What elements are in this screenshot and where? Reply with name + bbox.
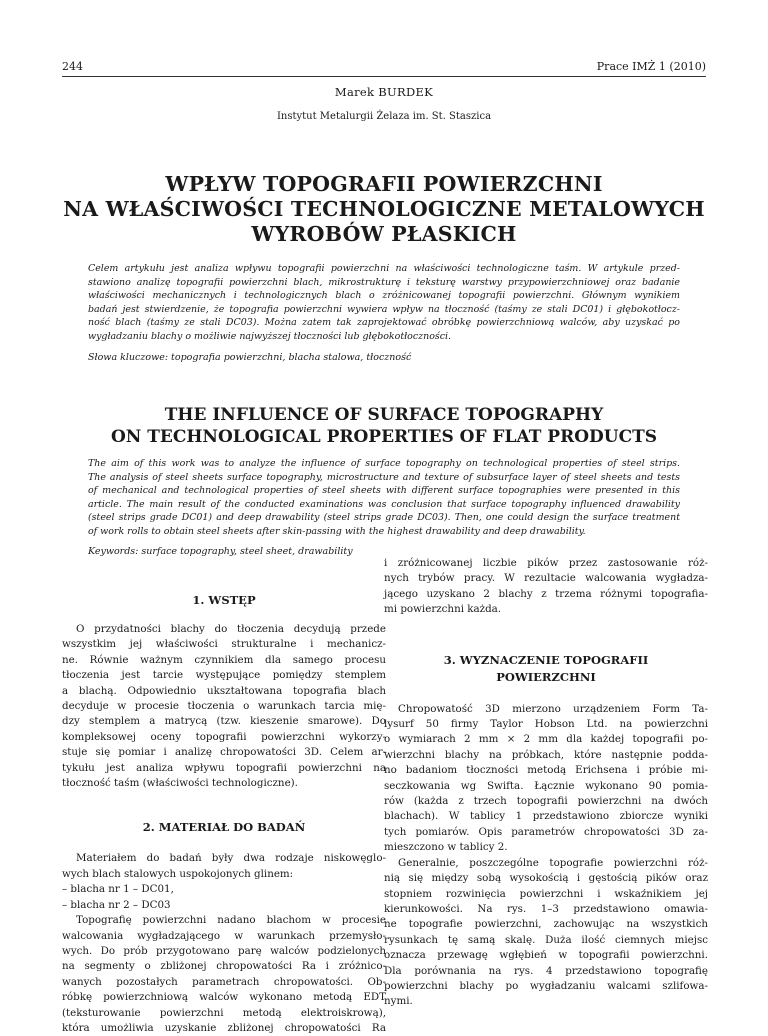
abstract-line: stawiono analizę topografii powierzchni blach, mikrostrukturę i teksturę warstwy przypowierzchniowej oraz badanie [88,276,680,288]
page-number: 244 [62,60,83,73]
body-line: stuje się pomiar i analizę chropowatości 3D. Celem ar- [62,746,386,759]
abstract-line: badań jest stwierdzenie, że topografia powierzchni wywiera wpływ na tłoczność (taśmy ze stali DC01) i głębokotłocz- [88,303,680,315]
body-line: wierzchni blachy na próbkach, które następnie podda- [384,748,708,761]
body-line: tłoczność taśm (właściwości technologiczne). [62,777,298,790]
right-column [384,556,708,1010]
body-line: Dla porównania na rys. 4 przedstawiono topografię [384,964,708,977]
body-line: Chropowatość 3D mierzono urządzeniem Form Ta- [398,702,708,715]
body-line: lysurf 50 firmy Taylor Hobson Ltd. na powierzchni [384,718,708,731]
list-item: – blacha nr 1 – DC01, [62,883,174,896]
list-item: – blacha nr 2 – DC03 [62,898,171,911]
abstract-line: właściwości mechanicznych i technologicznych blach o zróżnicowanej topografii powierzchni. Głównym wynikiem [88,290,680,301]
body-line: nymi. [384,995,413,1008]
section-heading-material: 2. MATERIAŁ DO BADAŃ [142,820,306,835]
body-line: O przydatności blachy do tłoczenia decydują przede [76,623,386,635]
body-line: decyduje w procesie tłoczenia o warunkach tarcia mię- [62,700,386,713]
body-line: no badaniom tłoczności metodą Erichsena i próbie mi- [384,764,708,777]
body-line: róbkę powierzchniową walców wykonano metodą EDT [62,991,386,1004]
body-line: o wymiarach 2 mm × 2 mm dla każdej topografii po- [384,733,708,746]
body-line: wanych pozostałych parametrach chropowatości. Ob- [62,975,386,988]
body-line: nią się między sobą wysokością i gęstością pików oraz [384,872,708,885]
body-line: powierzchni blachy po wygładzaniu walcami szlifowa- [384,979,708,992]
abstract-line: ność blach (taśmy ze stali DC03). Można zatem tak zaprojektować obróbkę powierzchniową walców, aby uzyskać po [88,317,680,328]
abstract-line: of mechanical and technological properties of steel sheets with different surface topographies were presented in this [88,485,680,496]
body-line: walcowania wygładzającego w warunkach przemysło- [62,929,386,942]
author: Marek BURDEK [334,85,434,99]
abstract-line: article. The main result of the conducted examinations was conclusion that surface topography influenced drawability [88,498,680,510]
title-line: WYROBÓW PŁASKICH [251,222,517,246]
body-line: i zróżnicowanej liczbie pików przez zastosowanie róż- [384,557,708,569]
body-line: mieszczono w tablicy 2. [384,841,508,854]
abstract-line: (steel strips grade DC01) and deep drawability (steel strips grade DC03). Then, one could design the surface treatment [88,512,680,523]
section-heading-topography [384,652,708,686]
title-line: WPŁYW TOPOGRAFII POWIERZCHNI [165,172,603,196]
body-line: wszystkim jej właściwości strukturalne i mechanicz- [62,638,386,651]
body-line: dzy stemplem a matrycą (tzw. kieszenie smarowe). Do [62,715,386,728]
section-heading-intro: 1. WSTĘP [192,593,256,607]
keywords-english: Keywords: surface topography, steel sheet, drawability [88,546,353,557]
body-line: tykułu jest analiza wpływu topografii powierzchni na [62,761,386,774]
abstract-line: The analysis of steel sheets surface topography, microstructure and texture of subsurface layer of steel sheets and tests [88,471,680,483]
abstract-polish [88,262,680,343]
body-line: blachach). W tablicy 1 przedstawiono zbiorcze wyniki [384,810,708,823]
heading-line: 3. WYZNACZENIE TOPOGRAFII [443,652,649,667]
title-line: NA WŁAŚCIWOŚCI TECHNOLOGICZNE METALOWYCH [63,197,705,221]
journal-citation: Prace IMŻ 1 (2010) [596,60,706,73]
body-line: ne. Równie ważnym czynnikiem dla samego procesu [62,653,386,666]
body-line: tłoczenia jest tarcie występujące pomiędzy stemplem [62,669,386,682]
body-line: ne topografie powierzchni, zachowując na wszystkich [384,918,708,931]
body-line: wych blach stalowych uspokojonych glinem: [62,867,294,880]
body-line: kierunkowości. Na rys. 1–3 przedstawiono omawia- [384,902,708,915]
body-line: która umożliwia uzyskanie zbliżonej chropowatości Ra [62,1021,386,1034]
abstract-line: of work rolls to obtain steel sheets after skin-passing with the highest drawability and deep drawability. [88,525,586,537]
body-line: rów (każda z trzech topografii powierzchni na dwóch [384,795,708,808]
keywords-polish: Słowa kluczowe: topografia powierzchni, blacha stalowa, tłoczność [88,352,412,363]
body-line: (teksturowanie powierzchni metodą elektroiskrową), [62,1006,386,1019]
body-line: rysunkach tę samą skalę. Duża ilość ciemnych miejsc [384,933,708,946]
body-line: Generalnie, poszczególne topografie powierzchni róż- [398,856,708,869]
abstract-line: wygładzaniu blachy o możliwie najwyższej tłoczności lub głębokotłoczności. [88,330,452,342]
left-column [62,592,386,1036]
body-line: tych pomiarów. Opis parametrów chropowatości 3D za- [384,825,708,838]
title-english [60,404,708,448]
body-line: mi powierzchni każda. [384,603,502,616]
body-line: wych. Do prób przygotowano parę walców podzielonych [62,944,386,957]
body-line: Materiałem do badań były dwa rodzaje niskowęglo- [76,852,386,865]
body-line: jącego uzyskano 2 blachy z trzema różnymi topografia- [384,587,708,600]
abstract-line: The aim of this work was to analyze the influence of surface topography on technological properties of steel strips. [88,458,680,469]
body-line: nych trybów pracy. W rezultacie walcowania wygładza- [384,572,708,585]
abstract-line: Celem artykułu jest analiza wpływu topografii powierzchni na właściwości technologiczne taśm. W artykule przed- [88,263,680,274]
header-rule [62,76,706,77]
abstract-english [88,457,680,538]
title-line: ON TECHNOLOGICAL PROPERTIES OF FLAT PRODUCTS [110,427,658,447]
title-polish [60,172,708,247]
body-line: Topografię powierzchni nadano blachom w procesie [76,914,386,927]
body-line: seczkowania wg Swifta. Łącznie wykonano 90 pomia- [384,779,708,792]
heading-line: POWIERZCHNI [496,669,596,684]
body-line: a blachą. Odpowiednio ukształtowana topografia blach [62,684,386,697]
title-line: THE INFLUENCE OF SURFACE TOPOGRAPHY [164,405,604,425]
body-line: na segmenty o zbliżonej chropowatości Ra i zróżnico- [62,960,386,973]
body-line: kompleksowej oceny topografii powierzchni wykorzy- [62,730,386,743]
body-line: oznacza przewagę wgłębień w topografii powierzchni. [384,949,708,962]
body-line: stopniem rozwinięcia powierzchni i wskaźnikiem jej [384,887,708,900]
institution: Instytut Metalurgii Żelaza im. St. Staszica [276,111,492,122]
